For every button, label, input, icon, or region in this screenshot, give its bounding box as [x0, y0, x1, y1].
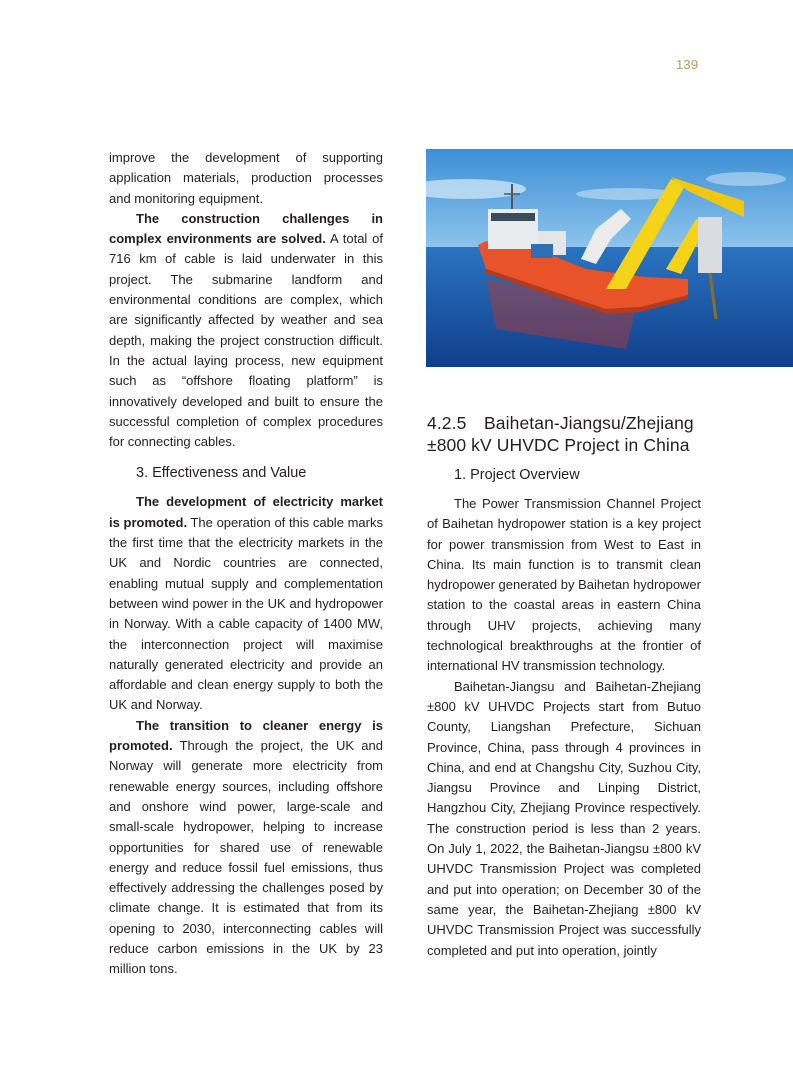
paragraph-body: A total of 716 km of cable is laid underwater in this project. The submarine landform and environmental conditions are complex, which are significantly affected by weather and sea depth, making the project construction difficult. In the actual laying process, new equipment such as “offshore floating platform” is innovatively developed and built to ensure the successful completion of complex procedures for connecting cables. — [109, 231, 383, 450]
paragraph-body: Through the project, the UK and Norway will generate more electricity from renewable energy sources, including offshore and onshore wind power, large-scale and small-scale hydropower, helping to increase opportunities for shared use of renewable energy and reduce fossil fuel emissions, thus effectively addressing the challenges posed by climate change. It is estimated that from its opening to 2030, interconnecting cables will reduce carbon emissions in the UK by 23 million tons. — [109, 738, 383, 977]
cable-laying-vessel-photo — [426, 149, 793, 367]
lead-in-bold: The development of electricity market is promoted. — [109, 494, 383, 530]
subheading-project-overview: 1. Project Overview — [454, 467, 580, 483]
paragraph-construction-challenges — [109, 209, 383, 453]
paragraph-overview: The Power Transmission Channel Project of Baihetan hydropower station is a key project for power transmission from West to East in China. Its main function is to transmit clean hydropower generated by Baihetan hydropower station to the coastal areas in eastern China through UHV projects, achieving many technological breakthroughs at the frontier of international HV transmission technology. — [427, 496, 701, 674]
paragraph-continuation: improve the development of supporting application materials, production processes and monitoring equipment. — [109, 150, 383, 206]
page-number: 139 — [676, 57, 699, 72]
section-title — [427, 412, 701, 456]
section-title-line-1: 4.2.5 Baihetan-Jiangsu/Zhejiang — [427, 413, 694, 433]
left-column — [109, 148, 383, 980]
section-title-line-2: ±800 kV UHVDC Project in China — [427, 435, 690, 455]
right-column — [427, 412, 701, 961]
paragraph-route-and-timeline: Baihetan-Jiangsu and Baihetan-Zhejiang ±800 kV UHVDC Projects start from Butuo County, Liangshan Prefecture, Sichuan Province, China, pass through 4 provinces in China, and end at Changshu City, Suzhou City, Jiangsu Province and Linping District, Hangzhou City, Zhejiang Province respectively. The construction period is less than 2 years. On July 1, 2022, the Baihetan-Jiangsu ±800 kV UHVDC Transmission Project was completed and put into operation; on December 30 of the same year, the Baihetan-Zhejiang ±800 kV UHVDC Transmission Project was successfully completed and put into operation, jointly — [427, 678, 701, 958]
paragraph-electricity-market — [109, 492, 383, 715]
paragraph-cleaner-energy — [109, 716, 383, 980]
subheading-effectiveness: 3. Effectiveness and Value — [136, 465, 307, 482]
lead-in-bold: The construction challenges in complex environments are solved. — [109, 210, 383, 247]
paragraph-body: The operation of this cable marks the first time that the electricity markets in the UK and Nordic countries are connected, enabling mutual supply and complementation between wind power in the UK and hydropower in Norway. With a cable capacity of 1400 MW, the interconnection project will maximise naturally generated electricity and provide an affordable and clean energy supply to both the UK and Norway. — [109, 514, 383, 713]
lead-in-bold: The transition to cleaner energy is promoted. — [109, 717, 383, 754]
